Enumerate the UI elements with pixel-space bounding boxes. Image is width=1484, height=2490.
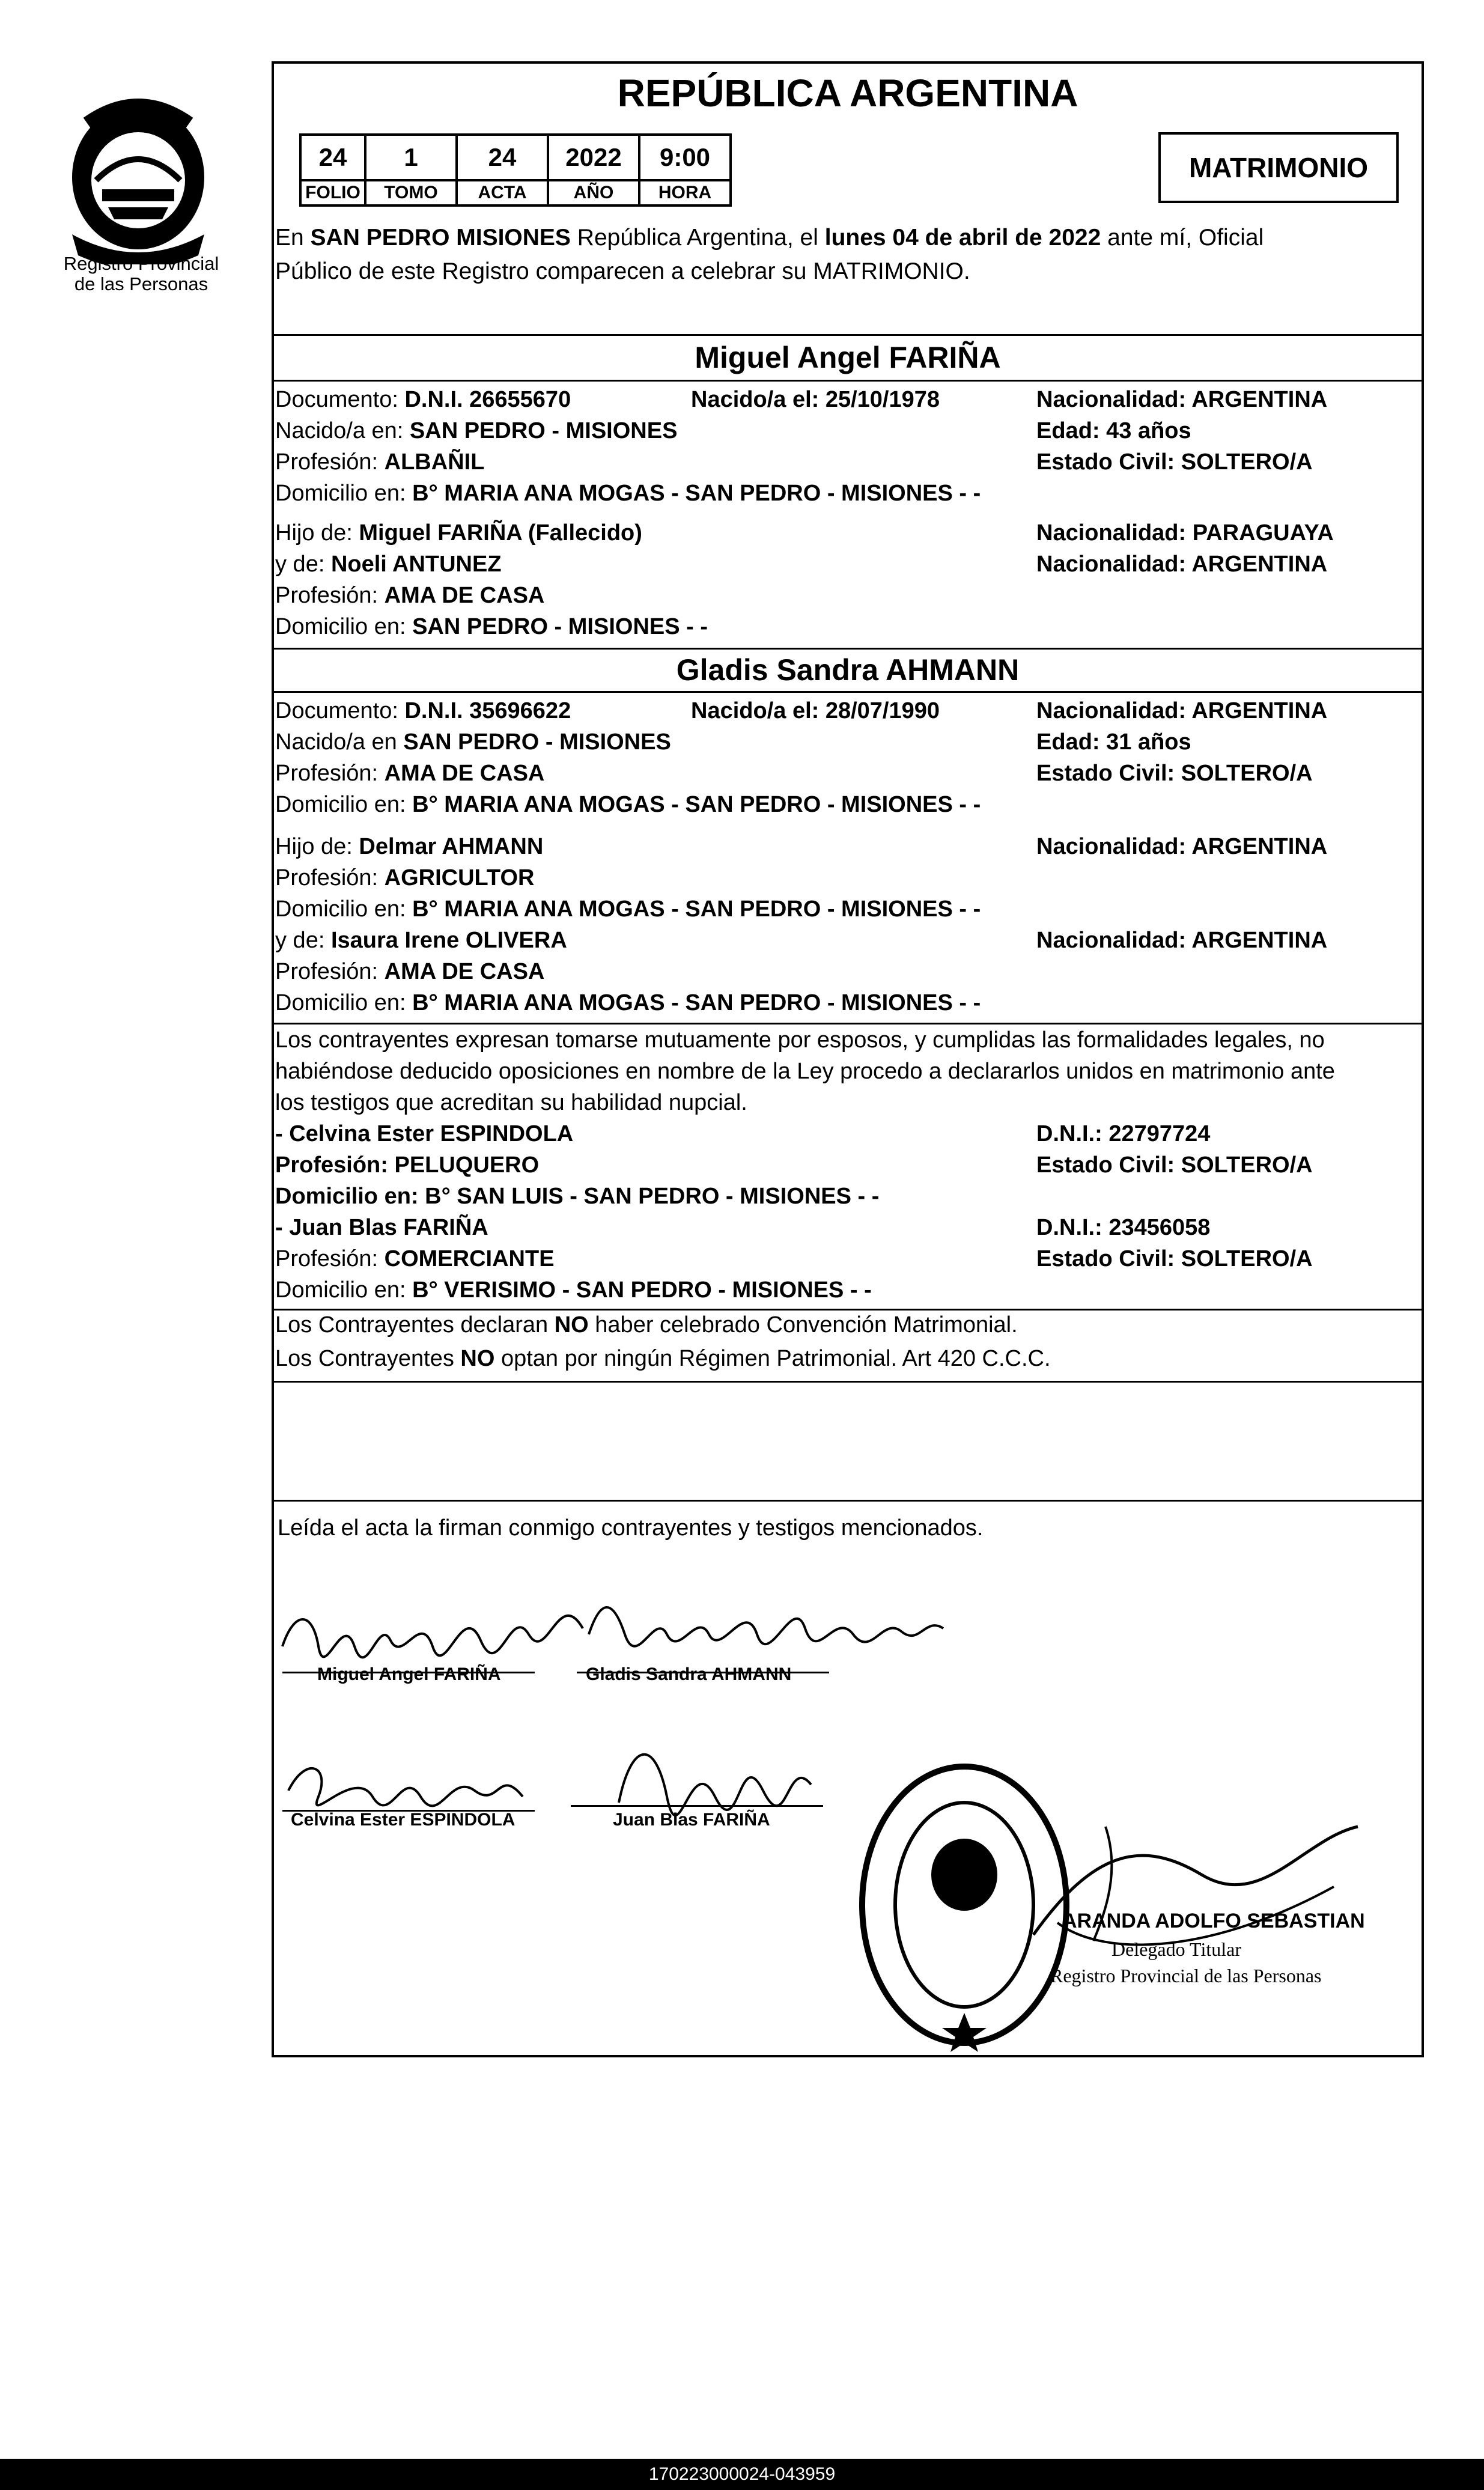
label: Nacionalidad: [1036,834,1192,859]
label: Nacido/a el: [691,698,826,723]
bride-address-line [275,790,981,820]
groom-mother-nationality: ARGENTINA [1191,552,1328,577]
witness2-address: B° VERISIMO - SAN PEDRO - MISIONES - - [412,1277,872,1303]
label: Domicilio en: [275,1277,413,1303]
regime-no: NO [460,1346,495,1371]
declaration-line2: habiéndose deducido oposiciones en nombre de la Ley procedo a declararlos unidos en matrimonio ante [275,1059,1335,1084]
bride-age: 31 años [1106,729,1191,755]
label: D.N.I.: [1036,1215,1109,1240]
groom-mother-line [275,549,502,579]
label: Domicilio en: [275,614,413,639]
witness2-signature-name: Juan Blas FARIÑA [613,1810,770,1830]
label: Edad: [1036,729,1107,755]
witness2-profession-line [275,1244,555,1274]
bride-mother: Isaura Irene OLIVERA [330,928,567,953]
bride-signature-name: Gladis Sandra AHMANN [586,1664,792,1684]
groom-nationality: ARGENTINA [1191,387,1328,412]
witness1-name: - Celvina Ester ESPINDOLA [275,1121,574,1146]
intro-text: En [275,225,311,251]
bride-profession: AMA DE CASA [384,761,545,786]
label: Nacido/a en: [275,418,410,443]
label: Hijo de: [275,520,359,546]
groom-age-line [1036,416,1191,446]
bride-nationality-line [1036,696,1327,726]
witness1-address: B° SAN LUIS - SAN PEDRO - MISIONES - - [425,1184,880,1209]
groom-age: 43 años [1106,418,1191,443]
bride-profession-line [275,758,544,788]
bride-birthdate: 28/07/1990 [825,698,940,723]
bride-father-nationality: ARGENTINA [1191,834,1328,859]
bride-birthplace-line [275,727,671,757]
label: Estado Civil: [1036,449,1181,475]
groom-father-nationality: PARAGUAYA [1192,520,1334,546]
tomo-value: 1 [365,135,457,180]
bride-civil-status: SOLTERO/A [1181,761,1313,786]
label: Profesión: [275,959,385,984]
label: Estado Civil: [1036,761,1181,786]
bride-mother-nationality: ARGENTINA [1191,928,1328,953]
bride-mother-addr-line [275,988,981,1018]
closing-statement: Leída el acta la firman conmigo contrayentes y testigos mencionados. [278,1515,984,1541]
groom-civil-status: SOLTERO/A [1181,449,1313,475]
witness1-address-line [275,1181,879,1211]
witness2-dni-line [1036,1213,1210,1243]
bride-address: B° MARIA ANA MOGAS - SAN PEDRO - MISIONES - - [412,792,981,817]
label: Nacionalidad: [1036,520,1193,546]
intro-place: SAN PEDRO MISIONES [310,225,571,251]
official-name: ARANDA ADOLFO SEBASTIAN [1062,1910,1365,1932]
divider [272,1023,1424,1024]
divider [272,1381,1424,1383]
groom-mother-profession: AMA DE CASA [384,583,545,608]
witness2-civil-line [1036,1244,1313,1274]
divider [272,648,1424,650]
regime-text: Los Contrayentes [275,1346,461,1371]
groom-address-line [275,478,981,508]
label: Profesión: [275,865,385,890]
bride-nationality: ARGENTINA [1191,698,1328,723]
label: Estado Civil: [1036,1246,1181,1271]
intro-text: República Argentina, el [570,225,825,251]
hour-label: HORA [639,180,731,205]
regime-line1 [275,1310,1018,1340]
label: Nacionalidad: [1036,552,1192,577]
bride-document-line [275,696,571,726]
bride-mother-address: B° MARIA ANA MOGAS - SAN PEDRO - MISIONES - - [412,990,981,1015]
registry-label [42,254,240,294]
label: Hijo de: [275,834,359,859]
witness2-civil-status: SOLTERO/A [1181,1246,1313,1271]
groom-birthplace-line [275,416,677,446]
label: Edad: [1036,418,1107,443]
folio-value: 24 [300,135,365,180]
acta-label: ACTA [457,180,548,205]
regime-no: NO [554,1312,589,1338]
doc-type-badge: MATRIMONIO [1158,132,1399,203]
groom-document-line [275,385,571,415]
bride-civil-line [1036,758,1313,788]
groom-address: B° MARIA ANA MOGAS - SAN PEDRO - MISIONES - - [412,481,981,506]
label: Domicilio en: [275,792,413,817]
groom-nationality-line [1036,385,1327,415]
intro-text: Público de este Registro comparecen a celebrar su MATRIMONIO. [275,258,970,284]
groom-father: Miguel FARIÑA (Fallecido) [359,520,642,546]
label: Profesión: [275,449,385,475]
label: Documento: [275,387,405,412]
groom-mother-addr-line [275,612,708,642]
year-value: 2022 [548,135,639,180]
groom-dni: D.N.I. 26655670 [404,387,571,412]
bride-father-nat-line [1036,832,1327,862]
bride-mother-line [275,925,567,955]
witness1-profession-line [275,1150,539,1180]
bride-father-line [275,832,543,862]
label: y de: [275,928,331,953]
bride-father-addr-line [275,894,981,924]
registration-table [299,133,732,207]
label: Domicilio en: [275,990,413,1015]
groom-profession: ALBAÑIL [384,449,485,475]
label: Profesión: [275,583,385,608]
groom-civil-line [1036,447,1313,477]
divider [272,380,1424,382]
divider [272,1500,1424,1502]
label: Domicilio en: [275,481,413,506]
acta-value: 24 [457,135,548,180]
witness1-dni: 22797724 [1108,1121,1211,1146]
province-emblem-logo [60,90,216,264]
label: Profesión: [275,761,385,786]
witness1-dni-line [1036,1119,1210,1149]
groom-father-nat-line [1036,518,1334,548]
label: Nacido/a el: [691,387,826,412]
label: Nacido/a en [275,729,404,755]
groom-mother: Noeli ANTUNEZ [330,552,502,577]
witness2-profession: COMERCIANTE [384,1246,555,1271]
regime-text: optan por ningún Régimen Patrimonial. Art 420 C.C.C. [494,1346,1051,1371]
witness1-profession: PELUQUERO [394,1152,540,1178]
bride-father-address: B° MARIA ANA MOGAS - SAN PEDRO - MISIONES - - [412,896,981,922]
label: D.N.I.: [1036,1121,1109,1146]
intro-date: lunes 04 de abril de 2022 [824,225,1101,251]
bride-name-title: Gladis Sandra AHMANN [676,653,1020,687]
groom-birthplace: SAN PEDRO - MISIONES [409,418,678,443]
groom-father-line [275,518,642,548]
divider [272,691,1424,693]
witness2-name: - Juan Blas FARIÑA [275,1215,488,1240]
declaration-line1: Los contrayentes expresan tomarse mutuamente por esposos, y cumplidas las formalidades legales, no [275,1027,1325,1053]
regime-text: haber celebrado Convención Matrimonial. [588,1312,1018,1338]
witness1-signature-name: Celvina Ester ESPINDOLA [291,1810,515,1830]
tomo-label: TOMO [365,180,457,205]
hour-value: 9:00 [639,135,731,180]
country-title: REPÚBLICA ARGENTINA [617,72,1078,115]
witness2-address-line [275,1275,872,1305]
bride-father-profession: AGRICULTOR [384,865,535,890]
folio-label: FOLIO [300,180,365,205]
bride-birthdate-line [691,696,940,726]
label: Nacionalidad: [1036,928,1192,953]
witness1-civil-status: SOLTERO/A [1181,1152,1313,1178]
bride-age-line [1036,727,1191,757]
label: Estado Civil: [1036,1152,1181,1178]
groom-signature-name: Miguel Angel FARIÑA [317,1664,501,1684]
registry-label-line2: de las Personas [74,273,208,294]
signature-line [571,1805,823,1807]
label: Nacionalidad: [1036,698,1192,723]
bride-father: Delmar AHMANN [359,834,544,859]
year-label: AÑO [548,180,639,205]
label: Domicilio en: [275,896,413,922]
bride-dni: D.N.I. 35696622 [404,698,571,723]
regime-line2 [275,1344,1051,1374]
groom-mother-nat-line [1036,549,1327,579]
intro-paragraph [275,221,1418,288]
official-org: Registro Provincial de las Personas [1050,1965,1322,1986]
divider [272,334,1424,336]
label: Profesión: [275,1246,385,1271]
label: Nacionalidad: [1036,387,1192,412]
groom-birthdate-line [691,385,940,415]
bride-mother-nat-line [1036,925,1327,955]
groom-birthdate: 25/10/1978 [825,387,940,412]
label: y de: [275,552,331,577]
witness2-dni: 23456058 [1108,1215,1211,1240]
groom-name-title: Miguel Angel FARIÑA [695,341,1001,374]
intro-text: ante mí, Oficial [1101,225,1264,251]
official-title: Delegado Titular [1111,1938,1241,1960]
declaration-line3: los testigos que acreditan su habilidad nupcial. [275,1090,747,1115]
bride-mother-profession: AMA DE CASA [384,959,545,984]
witness1-civil-line [1036,1150,1313,1180]
regime-text: Los Contrayentes declaran [275,1312,555,1338]
groom-mother-address: SAN PEDRO - MISIONES - - [412,614,708,639]
groom-mother-prof-line [275,580,544,610]
bride-father-prof-line [275,863,534,893]
registry-label-line1: Registro Provincial [63,253,219,274]
label: Profesión: [275,1152,395,1178]
bride-mother-prof-line [275,957,544,987]
document-code-bar: 170223000024-043959 [0,2459,1484,2490]
groom-profession-line [275,447,484,477]
label: Domicilio en: [275,1184,425,1209]
label: Documento: [275,698,405,723]
bride-birthplace: SAN PEDRO - MISIONES [403,729,671,755]
